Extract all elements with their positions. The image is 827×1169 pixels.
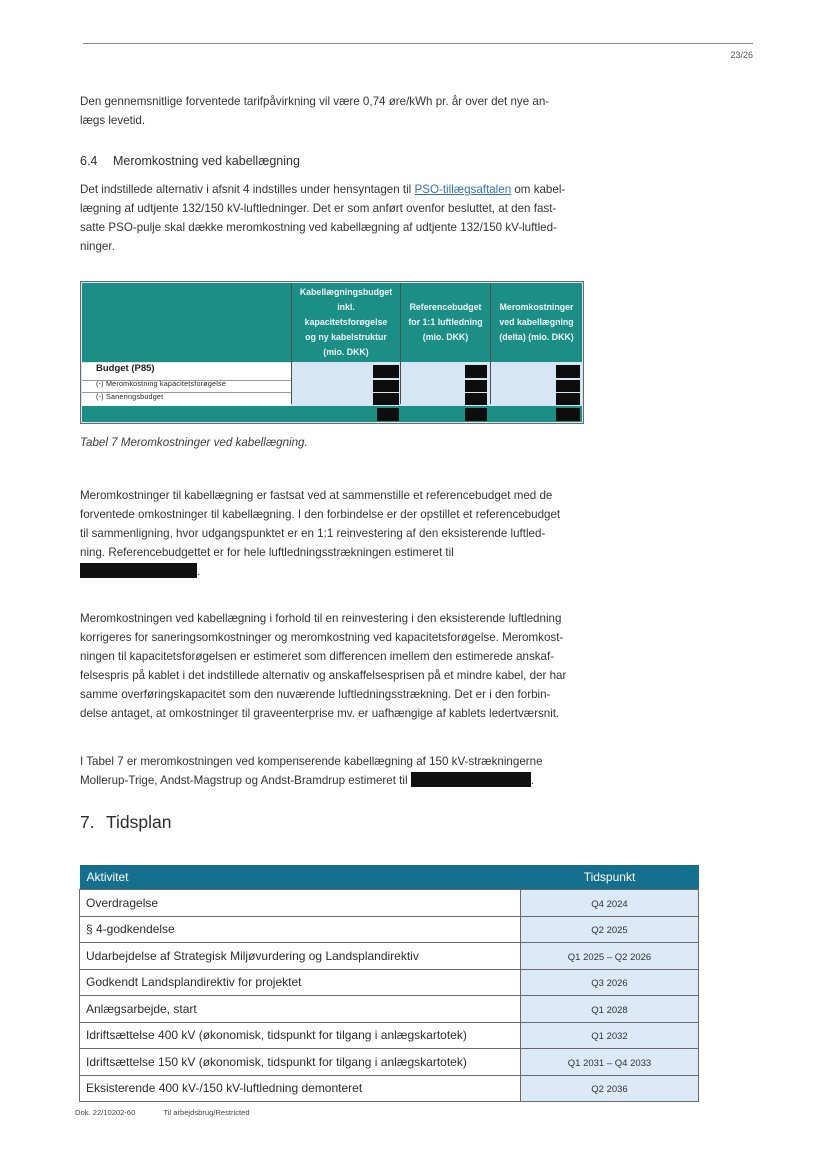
row-label-capacity: (-) Meromkostning kapacitetsforøgelse [96, 379, 227, 388]
time-cell: Q3 2026 [521, 969, 699, 996]
activity-cell: Eksisterende 400 kV-/150 kV-luftledning demonteret [80, 1075, 521, 1102]
redacted-value [556, 365, 580, 378]
pso-agreement-link[interactable]: PSO-tillægsaftalen [414, 183, 512, 196]
activity-cell: Udarbejdelse af Strategisk Miljøvurdering og Landsplandirektiv [80, 943, 521, 970]
table-7-caption: Tabel 7 Meromkostninger ved kabellægning. [80, 436, 308, 449]
table-row [80, 1049, 699, 1076]
table-row [80, 916, 699, 943]
redacted-value [465, 380, 487, 392]
column-divider [400, 283, 401, 404]
table-row [80, 969, 699, 996]
time-cell: Q2 2036 [521, 1075, 699, 1102]
section-title: Meromkostning ved kabellægning [113, 154, 300, 168]
classification: Til arbejdsbrug/Restricted [163, 1108, 250, 1117]
intro-line-1: Den gennemsnitlige forventede tarifpåvirkning vil være 0,74 øre/kWh pr. år over det nye an- [80, 95, 550, 108]
schedule-table [79, 865, 699, 1102]
activity-cell: Idriftsættelse 400 kV (økonomisk, tidspunkt for tilgang i anlægskartotek) [80, 1022, 521, 1049]
para-line: ninger. [80, 240, 115, 253]
section-heading-6-4 [80, 154, 300, 168]
para-line: forventede omkostninger til kabellægning. I den forbindelse er der opstillet et referencebudget [80, 508, 561, 521]
time-cell: Q1 2025 – Q2 2026 [521, 943, 699, 970]
header-rule [83, 43, 753, 44]
para-line: ningen til kapacitetsforøgelsen er estimeret som differencen imellem den estimerede anskaf- [80, 650, 555, 663]
column-header-reference-budget [401, 283, 490, 362]
paragraph-compensating-cabling [80, 752, 625, 790]
para-line: til sammenligning, hvor udgangspunktet er en 1:1 reinvestering af den eksisterende luftled- [80, 527, 546, 540]
para-line [80, 771, 625, 790]
row-label-sanitation: (-) Saneringsbudget [96, 392, 164, 401]
column-header-extra-cost [491, 283, 582, 362]
redacted-value [373, 380, 399, 392]
text-span: Mollerup-Trige, Andst-Magstrup og Andst-Bramdrup estimeret til [80, 774, 408, 787]
header-line: ved kabellægning [499, 317, 574, 327]
header-line: Kabellægningsbudget [299, 287, 393, 297]
redacted-value [465, 393, 487, 405]
header-line: for 1:1 luftledning [408, 317, 483, 327]
para-line: I Tabel 7 er meromkostningen ved kompenserende kabellægning af 150 kV-strækningerne [80, 755, 543, 768]
redacted-value [411, 772, 531, 787]
table-header-blank [82, 283, 291, 362]
table-header-row [80, 865, 699, 890]
header-line: (mio. DKK) [422, 332, 469, 342]
table-row [80, 890, 699, 917]
text-span: . [197, 565, 201, 578]
para-line: lægning af udtjente 132/150 kV-luftledninger. Det er som anført ovenfor besluttet, at den fast- [80, 202, 557, 215]
para-line: korrigeres for saneringsomkostninger og meromkostning ved kapacitetsforøgelse. Meromkost- [80, 631, 564, 644]
para-line: Meromkostningen ved kabellægning i forhold til en reinvestering i den eksisterende luftledning [80, 612, 562, 625]
header-time: Tidspunkt [521, 865, 699, 890]
header-line: og ny kabelstruktur [305, 332, 387, 342]
para-line: felsespris på kablet i det indstillede alternativ og anskaffelsesprisen på et mindre kabel, der har [80, 669, 567, 682]
redacted-value [465, 365, 487, 378]
header-line: Referencebudget [409, 302, 482, 312]
paragraph-extra-cost [80, 609, 625, 723]
table-7-footer-row [82, 406, 582, 422]
time-cell: Q1 2032 [521, 1022, 699, 1049]
text-span: Det indstillede alternativ i afsnit 4 indstilles under hensyntagen til [80, 183, 415, 196]
table-row [80, 1075, 699, 1102]
text-span: . [530, 774, 535, 787]
table-7-row-labels [82, 363, 291, 406]
header-activity: Aktivitet [80, 865, 521, 890]
activity-cell: Anlægsarbejde, start [80, 996, 521, 1023]
table-7 [80, 281, 584, 424]
para-line: Meromkostninger til kabellægning er fastsat ved at sammenstille et referencebudget med de [80, 489, 553, 502]
section-number: 6.4 [80, 154, 98, 168]
redacted-value [465, 408, 487, 421]
activity-cell: § 4-godkendelse [80, 916, 521, 943]
intro-line-2: lægs levetid. [80, 114, 146, 127]
para-line: satte PSO-pulje skal dække meromkostning ved kabellægning af udtjente 132/150 kV-luftled- [80, 221, 557, 234]
column-header-cable-budget [292, 283, 400, 362]
page-footer [75, 1108, 250, 1117]
para-line [80, 562, 625, 581]
section-title: Tidsplan [106, 812, 172, 832]
redacted-value [377, 408, 399, 421]
redacted-value [556, 380, 580, 392]
redacted-value [556, 393, 580, 405]
time-cell: Q1 2031 – Q4 2033 [521, 1049, 699, 1076]
row-divider [82, 392, 291, 393]
para-line: samme overføringskapacitet som den nuværende luftledningsstrækning. Det er i den forbin- [80, 688, 551, 701]
activity-cell: Godkendt Landsplandirektiv for projektet [80, 969, 521, 996]
row-divider [82, 380, 291, 381]
redacted-value [80, 563, 197, 578]
table-row [80, 996, 699, 1023]
table-row [80, 943, 699, 970]
time-cell: Q1 2028 [521, 996, 699, 1023]
column-divider [291, 283, 292, 404]
page-number: 23/26 [730, 50, 753, 60]
column-divider [490, 283, 491, 404]
header-line: (mio. DKK) [323, 347, 369, 357]
para-line: delse antaget, at omkostninger til graveenterprise mv. er uafhængige af kablets ledertværsnit. [80, 707, 560, 720]
para-line [80, 180, 625, 199]
time-cell: Q4 2024 [521, 890, 699, 917]
header-line: kapacitetsforøgelse [304, 317, 388, 327]
activity-cell: Overdragelse [80, 890, 521, 917]
header-line: Meromkostninger [499, 302, 574, 312]
section-number: 7. [80, 812, 95, 832]
text-span: om kabel- [511, 183, 566, 196]
intro-paragraph [80, 92, 620, 130]
row-label-budget: Budget (P85) [96, 363, 155, 374]
activity-cell: Idriftsættelse 150 kV (økonomisk, tidspunkt for tilgang i anlægskartotek) [80, 1049, 521, 1076]
table-row [80, 1022, 699, 1049]
time-cell: Q2 2025 [521, 916, 699, 943]
header-line: (delta) (mio. DKK) [499, 332, 574, 342]
section-6-4-paragraph [80, 180, 625, 256]
header-line: inkl. [337, 302, 355, 312]
para-line: ning. Referencebudgettet er for hele luftledningsstrækningen estimeret til [80, 546, 454, 559]
redacted-value [373, 365, 399, 378]
document-number: Dok. 22/10202-60 [75, 1108, 136, 1117]
redacted-value [373, 393, 399, 405]
redacted-value [556, 408, 580, 421]
section-heading-7 [80, 812, 172, 833]
paragraph-reference-budget [80, 486, 625, 581]
